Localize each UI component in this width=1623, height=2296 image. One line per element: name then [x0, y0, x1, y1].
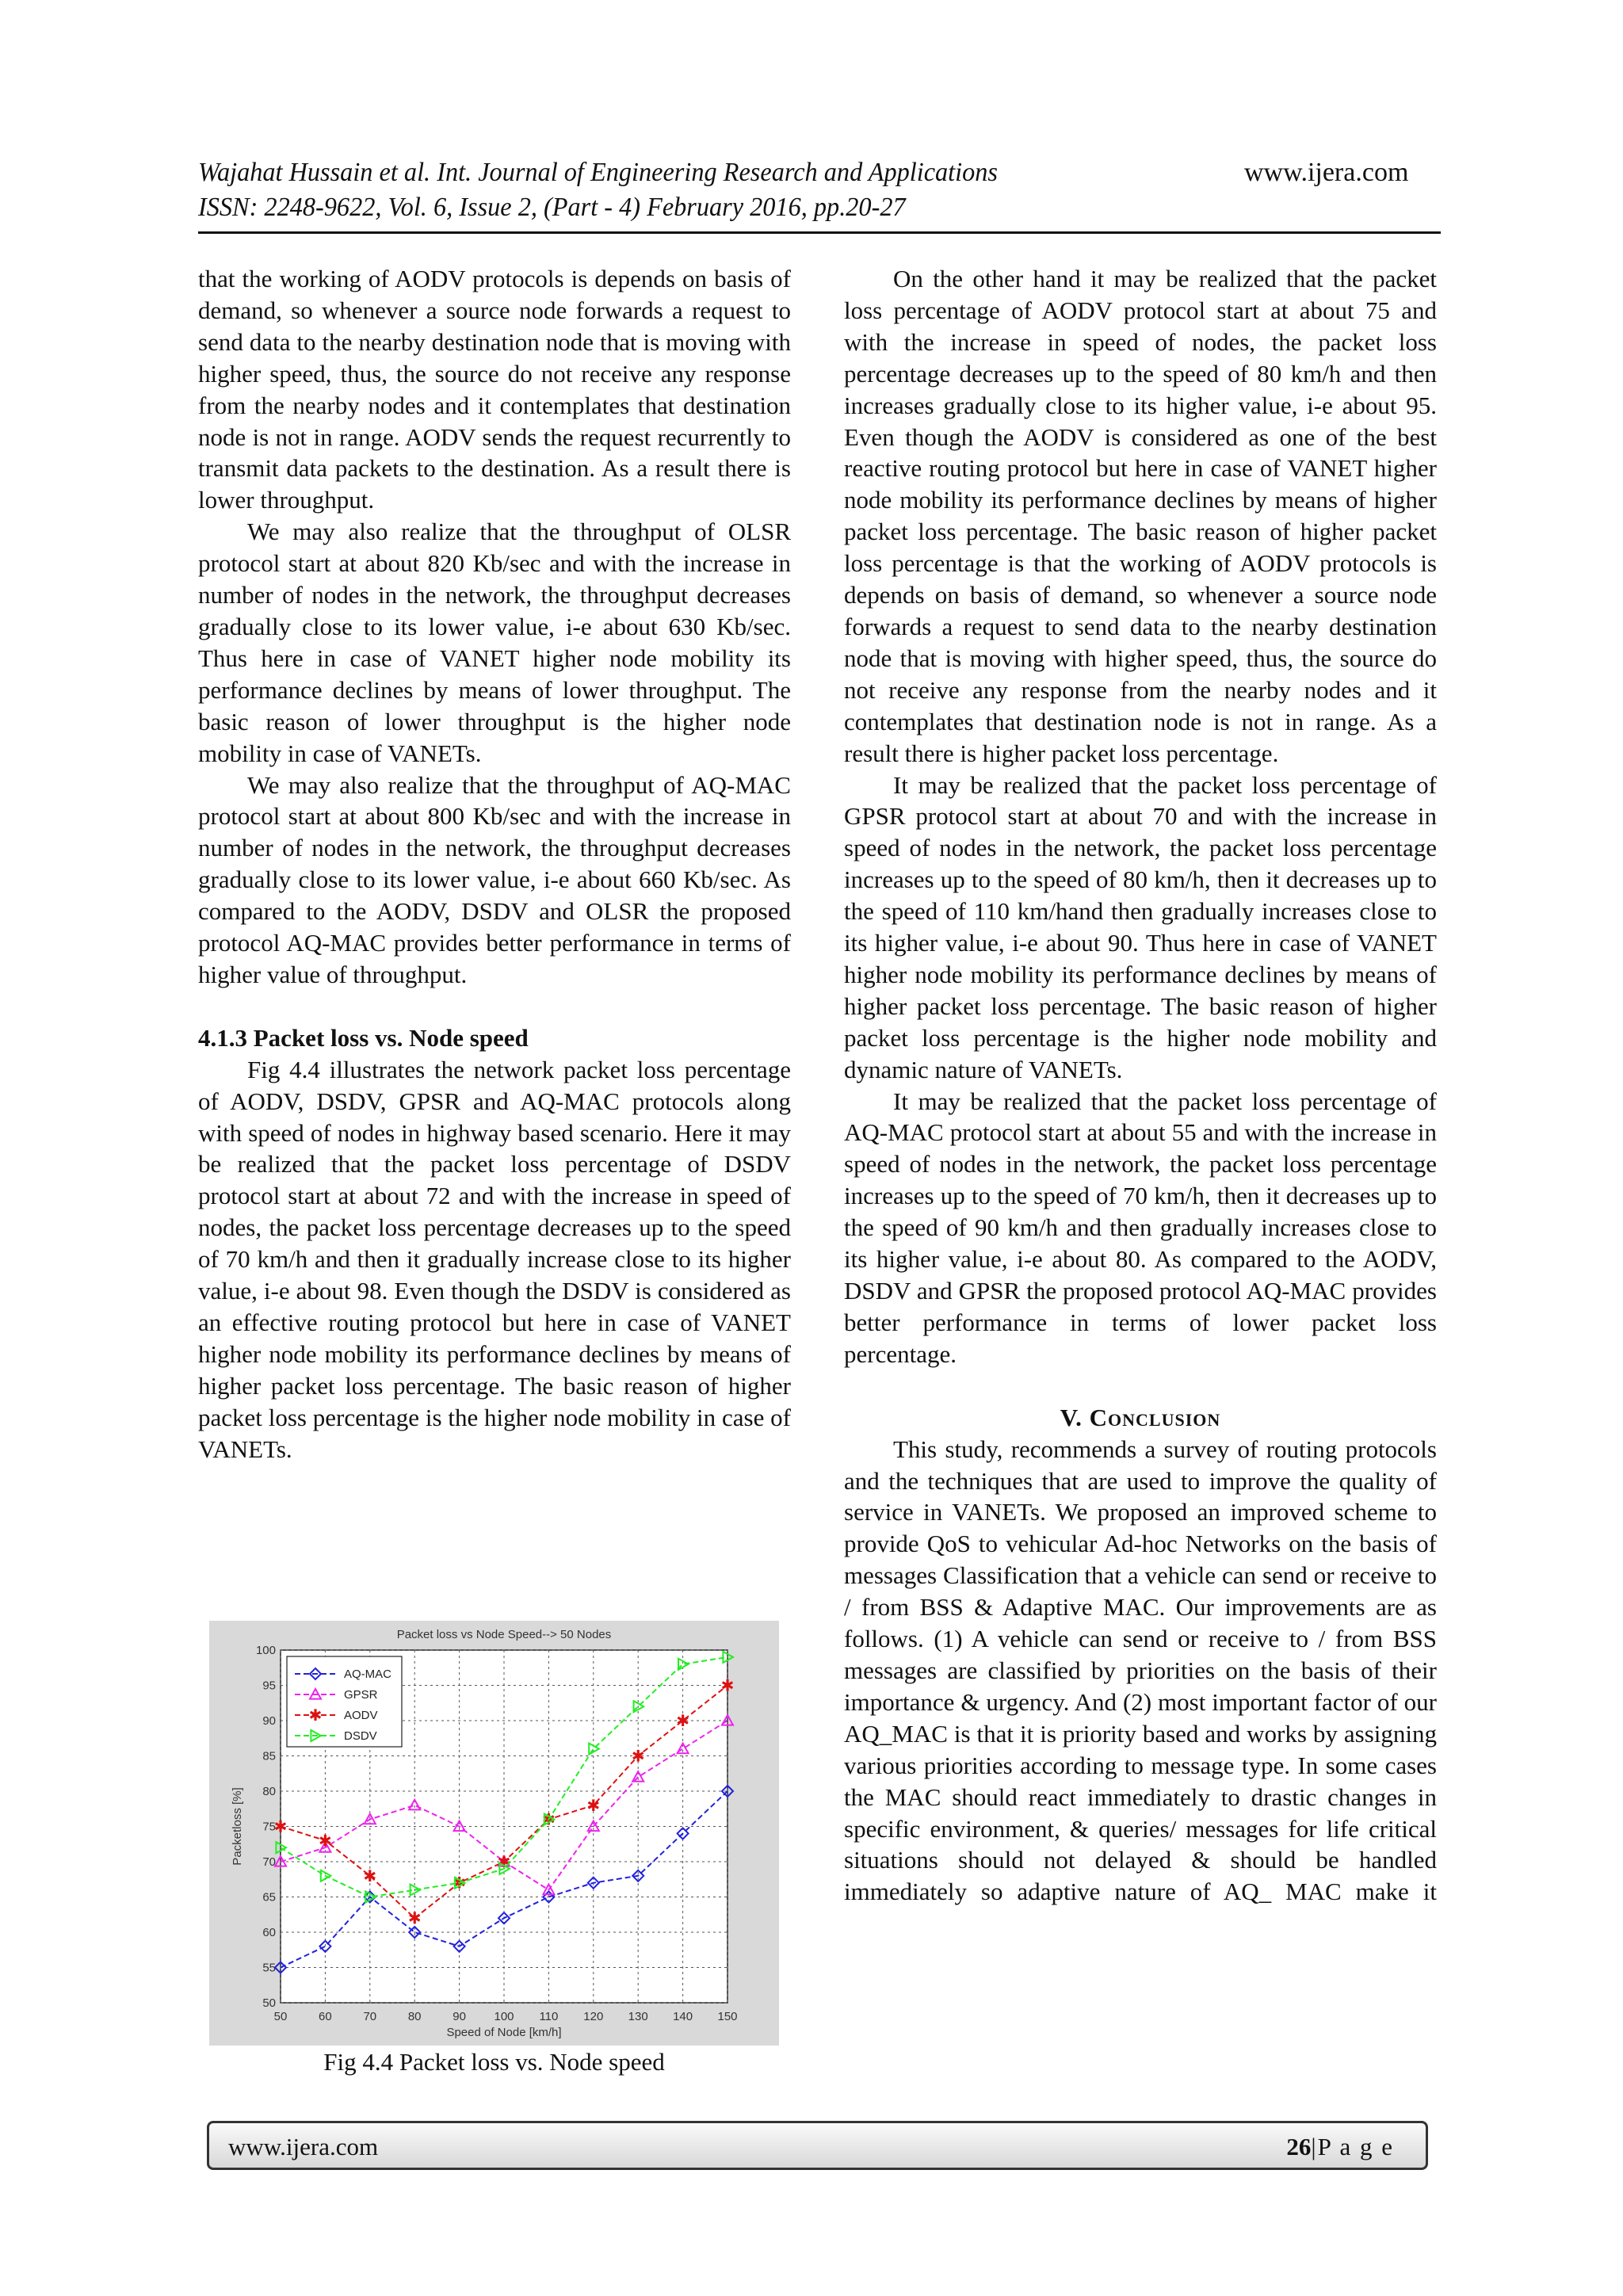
- page-footer: [207, 2121, 1428, 2170]
- x-tick-label: 140: [673, 2010, 693, 2023]
- paragraph: It may be realized that the packet loss percentage of AQ-MAC protocol start at about 55 and with the increase in speed of nodes in the network, the packet loss percentage increases up to the speed of 70 km/h, then it decreases up to the speed of 90 km/h and then gradually increases close to its higher value, i-e about 80. As compared to the AODV, DSDV and GPSR the proposed protocol AQ-MAC provides better performance in terms of lower packet loss percentage.: [844, 1087, 1437, 1368]
- y-tick-label: 75: [262, 1820, 276, 1834]
- data-point-aodv: ✱: [407, 1910, 422, 1928]
- header-rule: [198, 231, 1441, 234]
- legend-label-aq-mac: AQ-MAC: [344, 1668, 391, 1681]
- paragraph: This study, recommends a survey of routing protocols and the techniques that are used to improve the quality of service in VANETs. We proposed an improved scheme to provide QoS to vehicular Ad-hoc Networks on the basis of messages Classification that a vehicle can send or receive to / from BSS & Adaptive MAC. Our improvements are as follows. (1) A vehicle can send or receive to / from BSS messages are classified by priorities on the basis of their importance & urgency. And (2) most important factor of our AQ_MAC is that it is priority based and works by assigning various priorities according to message type. In some cases the MAC should react immediately to drastic changes in specific environment, & queries/ messages for life critical situations should not delayed & should be handled immediately so adaptive nature of AQ_ MAC make it: [844, 1435, 1437, 1906]
- legend-marker-aodv: ✱: [308, 1707, 323, 1725]
- data-point-aodv: ✱: [453, 1874, 466, 1893]
- paragraph: Fig 4.4 illustrates the network packet loss percentage of AODV, DSDV, GPSR and AQ-MAC protocols along with speed of nodes in highway based scenario. Here it may be realized that the packet loss percentage of DSDV protocol start at about 72 and with the increase in speed of nodes, the packet loss percentage decreases up to the speed of 70 km/h and then it gradually increase close to its higher value, i-e about 98. Even though the DSDV is considered as an effective routing protocol but here in case of VANET higher node mobility its performance declines by means of higher packet loss percentage. The basic reason of higher packet loss percentage is the higher node mobility in case of VANETs.: [198, 1055, 791, 1463]
- data-point-aodv: ✱: [497, 1854, 511, 1871]
- x-tick-label: 50: [273, 2010, 288, 2023]
- legend-label-gpsr: GPSR: [344, 1688, 378, 1702]
- y-tick-label: 60: [262, 1926, 276, 1939]
- running-header-url: www.ijera.com: [1244, 158, 1409, 187]
- chart-svg: [209, 1621, 779, 2046]
- data-point-aodv: ✱: [319, 1832, 332, 1851]
- paragraph: that the working of AODV protocols is depends on basis of demand, so whenever a source node forwards a request to send data to the nearby destination node that is moving with higher speed, thus, the source do not receive any response from the nearby nodes and it contemplates that destination node is not in range. AODV sends the request recurrently to transmit data packets to the destination. As a result there is lower throughput.: [198, 265, 791, 514]
- paragraph: We may also realize that the throughput of AQ-MAC protocol start at about 800 Kb/sec and with the increase in number of nodes in the network, the throughput decreases gradually close to its lower value, i-e about 660 Kb/sec. As compared to the AODV, DSDV and OLSR the proposed protocol AQ-MAC provides better performance in terms of higher value of throughput.: [198, 770, 791, 988]
- y-tick-label: 95: [262, 1679, 276, 1693]
- y-tick-label: 50: [262, 1996, 276, 2010]
- x-tick-label: 110: [539, 2010, 559, 2023]
- paragraph: We may also realize that the throughput of OLSR protocol start at about 820 Kb/sec and with the increase in number of nodes in the network, the throughput decreases gradually close to its lower value, i-e about 630 Kb/sec. Thus here in case of VANET higher node mobility its performance declines by means of lower throughput. The basic reason of lower throughput is the higher node mobility in case of VANETs.: [198, 518, 791, 767]
- x-tick-label: 90: [453, 2010, 466, 2023]
- y-tick-label: 100: [255, 1644, 276, 1657]
- x-tick-label: 100: [494, 2010, 514, 2023]
- x-tick-label: 150: [717, 2010, 738, 2023]
- y-tick-label: 55: [262, 1961, 276, 1975]
- y-tick-label: 65: [262, 1890, 276, 1904]
- page-label: |P a g e: [1311, 2133, 1394, 2160]
- running-header-issn: ISSN: 2248-9622, Vol. 6, Issue 2, (Part - 4) February 2016, pp.20-27: [198, 193, 906, 222]
- section-heading: 4.1.3 Packet loss vs. Node speed: [198, 1023, 529, 1052]
- x-tick-label: 70: [363, 2010, 377, 2023]
- legend-label-dsdv: DSDV: [344, 1729, 377, 1743]
- data-point-aodv: ✱: [273, 1818, 288, 1836]
- x-tick-label: 120: [583, 2010, 604, 2023]
- paragraph: It may be realized that the packet loss percentage of GPSR protocol start at about 70 and with the increase in speed of nodes in the network, the packet loss percentage increases up to the speed of 80 km/h, then it decreases up to the speed of 110 km/hand then gradually increases close to its higher value, i-e about 90. Thus here in case of VANET higher node mobility its performance declines by means of higher packet loss percentage. The basic reason of higher packet loss percentage is the higher node mobility and dynamic nature of VANETs.: [844, 770, 1437, 1083]
- y-tick-label: 70: [262, 1855, 276, 1869]
- y-tick-label: 90: [262, 1714, 276, 1728]
- right-column: [844, 263, 1437, 1908]
- y-tick-label: 85: [262, 1749, 276, 1763]
- x-tick-label: 80: [407, 2010, 422, 2023]
- y-tick-label: 80: [262, 1785, 276, 1798]
- x-tick-label: 60: [319, 2010, 332, 2023]
- data-point-aodv: ✱: [720, 1677, 735, 1695]
- figure-caption: Fig 4.4 Packet loss vs. Node speed: [323, 2048, 665, 2076]
- x-axis-label: Speed of Node [km/h]: [446, 2026, 562, 2039]
- page-number: 26: [1286, 2133, 1312, 2160]
- data-point-aodv: ✱: [542, 1811, 556, 1829]
- x-tick-label: 130: [628, 2010, 648, 2023]
- conclusion-heading: V. Conclusion: [1060, 1403, 1221, 1431]
- packet-loss-chart: [209, 1621, 779, 2046]
- left-column: [198, 263, 791, 1465]
- paragraph: On the other hand it may be realized that the packet loss percentage of AODV protocol start at about 75 and with the increase in speed of nodes, the packet loss percentage decreases up to the speed of 80 km/h and then increases gradually close to its higher value, i-e about 95. Even though the AODV is considered as one of the best reactive routing protocol but here in case of VANET higher node mobility its performance declines by means of higher packet loss percentage. The basic reason of higher packet loss percentage is that the working of AODV protocols is depends on basis of demand, so whenever a source node forwards a request to send data to the nearby destination node that is moving with higher speed, thus, the source do not receive any response from the nearby nodes and it contemplates that destination node is not in range. As a result there is higher packet loss percentage.: [844, 265, 1437, 767]
- legend-label-aodv: AODV: [344, 1709, 378, 1722]
- running-header-journal: Wajahat Hussain et al. Int. Journal of Engineering Research and Applications: [198, 158, 999, 187]
- data-point-aodv: ✱: [586, 1797, 601, 1815]
- data-point-aodv: ✱: [631, 1748, 645, 1766]
- data-point-aodv: ✱: [363, 1867, 377, 1885]
- footer-url: www.ijera.com: [228, 2133, 379, 2160]
- footer-page-number: [1286, 2133, 1394, 2161]
- data-point-aodv: ✱: [676, 1713, 689, 1730]
- y-axis-label: Packetloss [%]: [231, 1787, 244, 1866]
- chart-title: Packet loss vs Node Speed--> 50 Nodes: [396, 1628, 612, 1641]
